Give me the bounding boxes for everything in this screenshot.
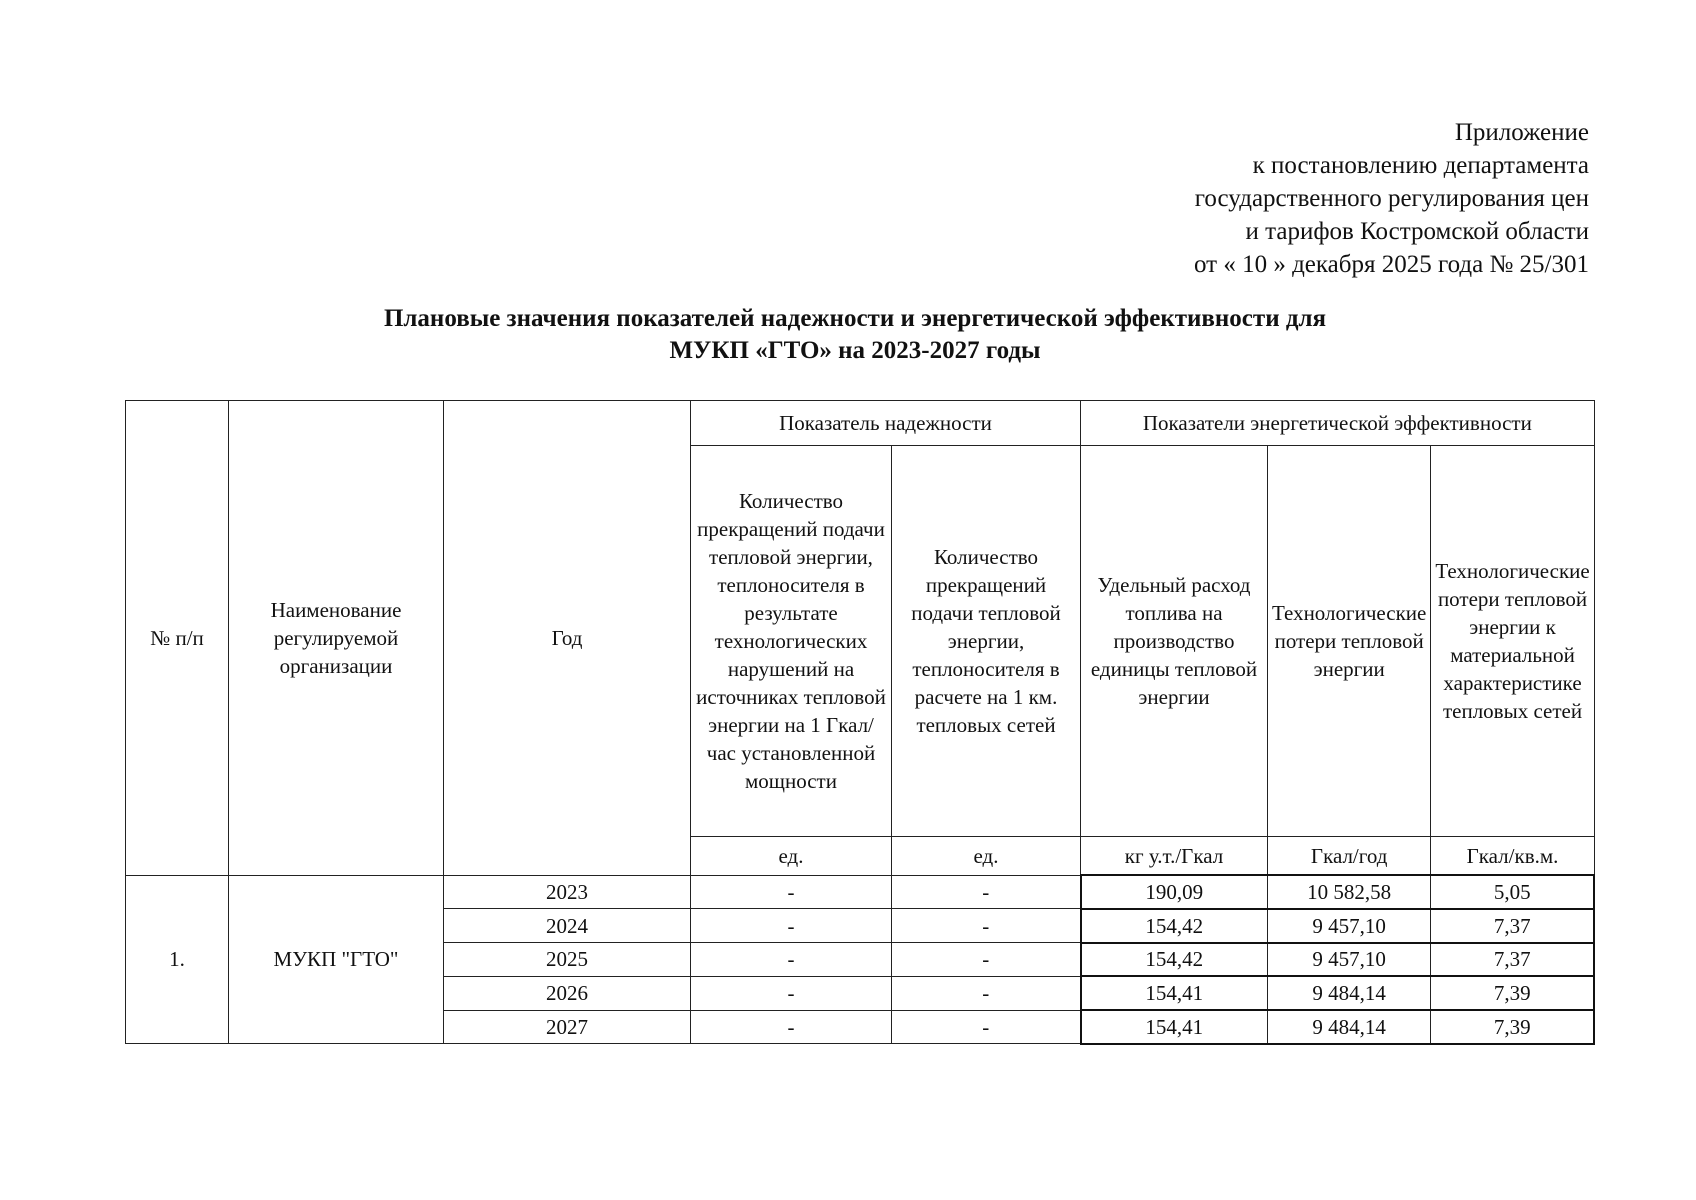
year-cell: 2026 (444, 976, 691, 1010)
header-col4: Технологические потери тепловой энергии (1268, 446, 1431, 837)
header-reliability-group: Показатель надежности (691, 401, 1081, 446)
table-row (126, 875, 1595, 909)
row-number: 1. (126, 875, 229, 1044)
header-col3: Удельный расход топлива на производство единицы тепловой энергии (1081, 446, 1268, 837)
value-cell: 9 484,14 (1268, 976, 1431, 1010)
value-cell: 154,42 (1081, 943, 1268, 977)
title-line-2: МУКП «ГТО» на 2023-2027 годы (669, 337, 1041, 364)
annex-line: от « 10 » декабря 2025 года № 25/301 (1193, 251, 1589, 278)
value-cell: 190,09 (1081, 875, 1268, 909)
value-cell: 7,39 (1431, 1010, 1594, 1044)
value-cell: 9 457,10 (1268, 909, 1431, 943)
value-cell: 7,39 (1431, 976, 1594, 1010)
header-year: Год (444, 401, 691, 876)
value-cell: - (691, 909, 892, 943)
annex-line: и тарифов Костромской области (1245, 218, 1589, 245)
header-col1: Количество прекращений подачи тепловой энергии, теплоносителя в результате технологических нарушений на источниках тепловой энергии на 1 Гкал/час установленной мощности (691, 446, 892, 837)
unit-col4: Гкал/год (1268, 837, 1431, 876)
value-cell: 7,37 (1431, 909, 1594, 943)
value-cell: 9 457,10 (1268, 943, 1431, 977)
header-org: Наименование регулируемой организации (229, 401, 444, 876)
header-col2: Количество прекращений подачи тепловой энергии, теплоносителя в расчете на 1 км. тепловых сетей (892, 446, 1081, 837)
unit-col3: кг у.т./Гкал (1081, 837, 1268, 876)
org-name: МУКП "ГТО" (229, 875, 444, 1044)
header-num: № п/п (126, 401, 229, 876)
annex-block (1194, 116, 1589, 281)
value-cell: - (892, 1010, 1081, 1044)
annex-line: государственного регулирования цен (1194, 185, 1589, 212)
document-title (0, 303, 1696, 367)
value-cell: 5,05 (1431, 875, 1594, 909)
value-cell: - (892, 976, 1081, 1010)
value-cell: - (892, 943, 1081, 977)
title-line-1: Плановые значения показателей надежности и энергетической эффективности для (383, 305, 1327, 332)
value-cell: 10 582,58 (1268, 875, 1431, 909)
value-cell: - (892, 875, 1081, 909)
header-col5: Технологические потери тепловой энергии к материальной характеристике тепловых сетей (1431, 446, 1594, 837)
year-cell: 2023 (444, 875, 691, 909)
value-cell: - (691, 976, 892, 1010)
value-cell: 9 484,14 (1268, 1010, 1431, 1044)
unit-col5: Гкал/кв.м. (1431, 837, 1594, 876)
value-cell: - (691, 875, 892, 909)
annex-line: к постановлению департамента (1252, 152, 1589, 179)
value-cell: - (892, 909, 1081, 943)
indicators-table (125, 400, 1595, 1045)
value-cell: 154,41 (1081, 976, 1268, 1010)
unit-col2: ед. (892, 837, 1081, 876)
year-cell: 2024 (444, 909, 691, 943)
value-cell: - (691, 943, 892, 977)
year-cell: 2025 (444, 943, 691, 977)
header-efficiency-group: Показатели энергетической эффективности (1081, 401, 1595, 446)
annex-line: Приложение (1454, 119, 1589, 146)
value-cell: 154,42 (1081, 909, 1268, 943)
value-cell: - (691, 1010, 892, 1044)
unit-col1: ед. (691, 837, 892, 876)
year-cell: 2027 (444, 1010, 691, 1044)
value-cell: 7,37 (1431, 943, 1594, 977)
value-cell: 154,41 (1081, 1010, 1268, 1044)
